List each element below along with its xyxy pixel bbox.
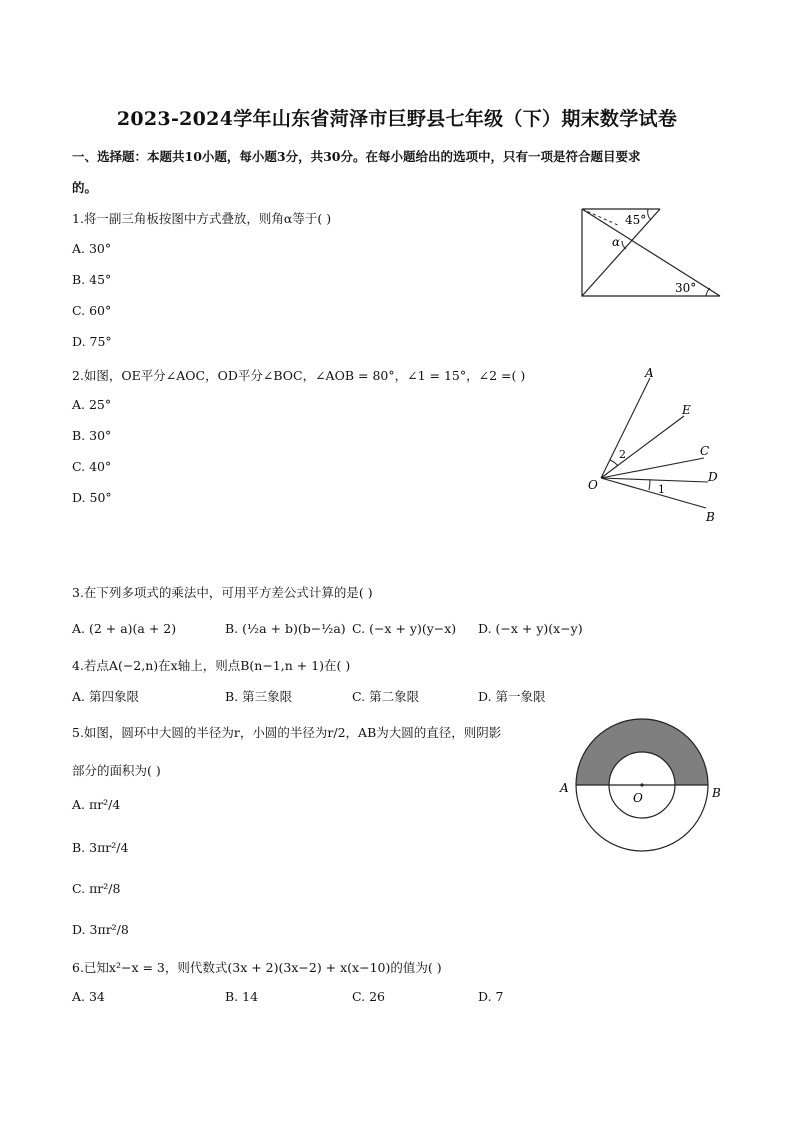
- question-3-stem: 3.在下列多项式的乘法中，可用平方差公式计算的是( ): [72, 585, 373, 600]
- q2-angle-figure: [580, 362, 730, 527]
- question-5-stem: 5.如图，圆环中大圆的半径为r，小圆的半径为r/2，AB为大圆的直径，则阴影: [72, 725, 502, 740]
- q1-label-45: 45°: [625, 213, 647, 227]
- q2-label-o: O: [588, 478, 598, 492]
- q1-label-alpha: α: [612, 235, 621, 249]
- q5-label-a: A: [560, 781, 569, 795]
- q5-option-d: D. 3πr²/8: [72, 922, 129, 937]
- q6-option-d: D. 7: [478, 989, 504, 1004]
- page-title: 2023-2024学年山东省菏泽市巨野县七年级（下）期末数学试卷: [116, 108, 678, 130]
- question-2-stem: 2.如图，OE平分∠AOC，OD平分∠BOC，∠AOB = 80°，∠1 = 15°，∠2 =( ): [72, 368, 526, 383]
- q2-label-1: 1: [658, 483, 665, 496]
- q3-option-d: D. (−x + y)(x−y): [478, 621, 583, 636]
- q5-option-b: B. 3πr²/4: [72, 840, 129, 855]
- q5-option-a: A. πr²/4: [72, 797, 121, 812]
- q3-option-b: B. (½a + b)(b−½a): [225, 621, 346, 636]
- question-6-stem: 6.已知x²−x = 3，则代数式(3x + 2)(3x−2) + x(x−10)的值为( ): [72, 960, 442, 975]
- q5-option-c: C. πr²/8: [72, 881, 121, 896]
- q2-option-c: C. 40°: [72, 459, 112, 474]
- q2-label-b: B: [706, 510, 715, 524]
- q2-label-d: D: [708, 470, 718, 484]
- q6-option-b: B. 14: [225, 989, 259, 1004]
- q4-option-b: B. 第三象限: [225, 689, 293, 704]
- q5-label-o: O: [633, 791, 643, 805]
- q6-option-a: A. 34: [72, 989, 105, 1004]
- q1-option-d: D. 75°: [72, 334, 112, 349]
- q2-label-c: C: [700, 444, 710, 458]
- q2-label-2: 2: [619, 448, 626, 461]
- q2-option-d: D. 50°: [72, 490, 112, 505]
- section-heading: 一、选择题：本题共10小题，每小题3分，共30分。在每小题给出的选项中，只有一项是符合题目要求: [72, 149, 641, 164]
- question-1-stem: 1.将一副三角板按图中方式叠放，则角α等于( ): [72, 211, 332, 226]
- q1-option-a: A. 30°: [72, 241, 112, 256]
- q1-option-b: B. 45°: [72, 272, 112, 287]
- q3-option-a: A. (2 + a)(a + 2): [72, 621, 177, 636]
- q4-option-d: D. 第一象限: [478, 689, 546, 704]
- q1-label-30: 30°: [675, 281, 697, 295]
- q1-triangle-figure: [570, 200, 730, 305]
- question-4-stem: 4.若点A(−2,n)在x轴上，则点B(n−1,n + 1)在( ): [72, 658, 351, 673]
- q1-option-c: C. 60°: [72, 303, 112, 318]
- q2-option-b: B. 30°: [72, 428, 112, 443]
- q5-label-b: B: [712, 786, 721, 800]
- q3-option-c: C. (−x + y)(y−x): [352, 621, 457, 636]
- q4-option-c: C. 第二象限: [352, 689, 420, 704]
- section-heading-cont: 的。: [72, 180, 98, 195]
- question-5-stem-cont: 部分的面积为( ): [72, 763, 161, 778]
- q5-ring-figure: [550, 710, 740, 860]
- q2-option-a: A. 25°: [72, 397, 112, 412]
- q2-label-e: E: [682, 403, 691, 417]
- q2-label-a: A: [645, 366, 654, 380]
- q4-option-a: A. 第四象限: [72, 689, 139, 704]
- q6-option-c: C. 26: [352, 989, 385, 1004]
